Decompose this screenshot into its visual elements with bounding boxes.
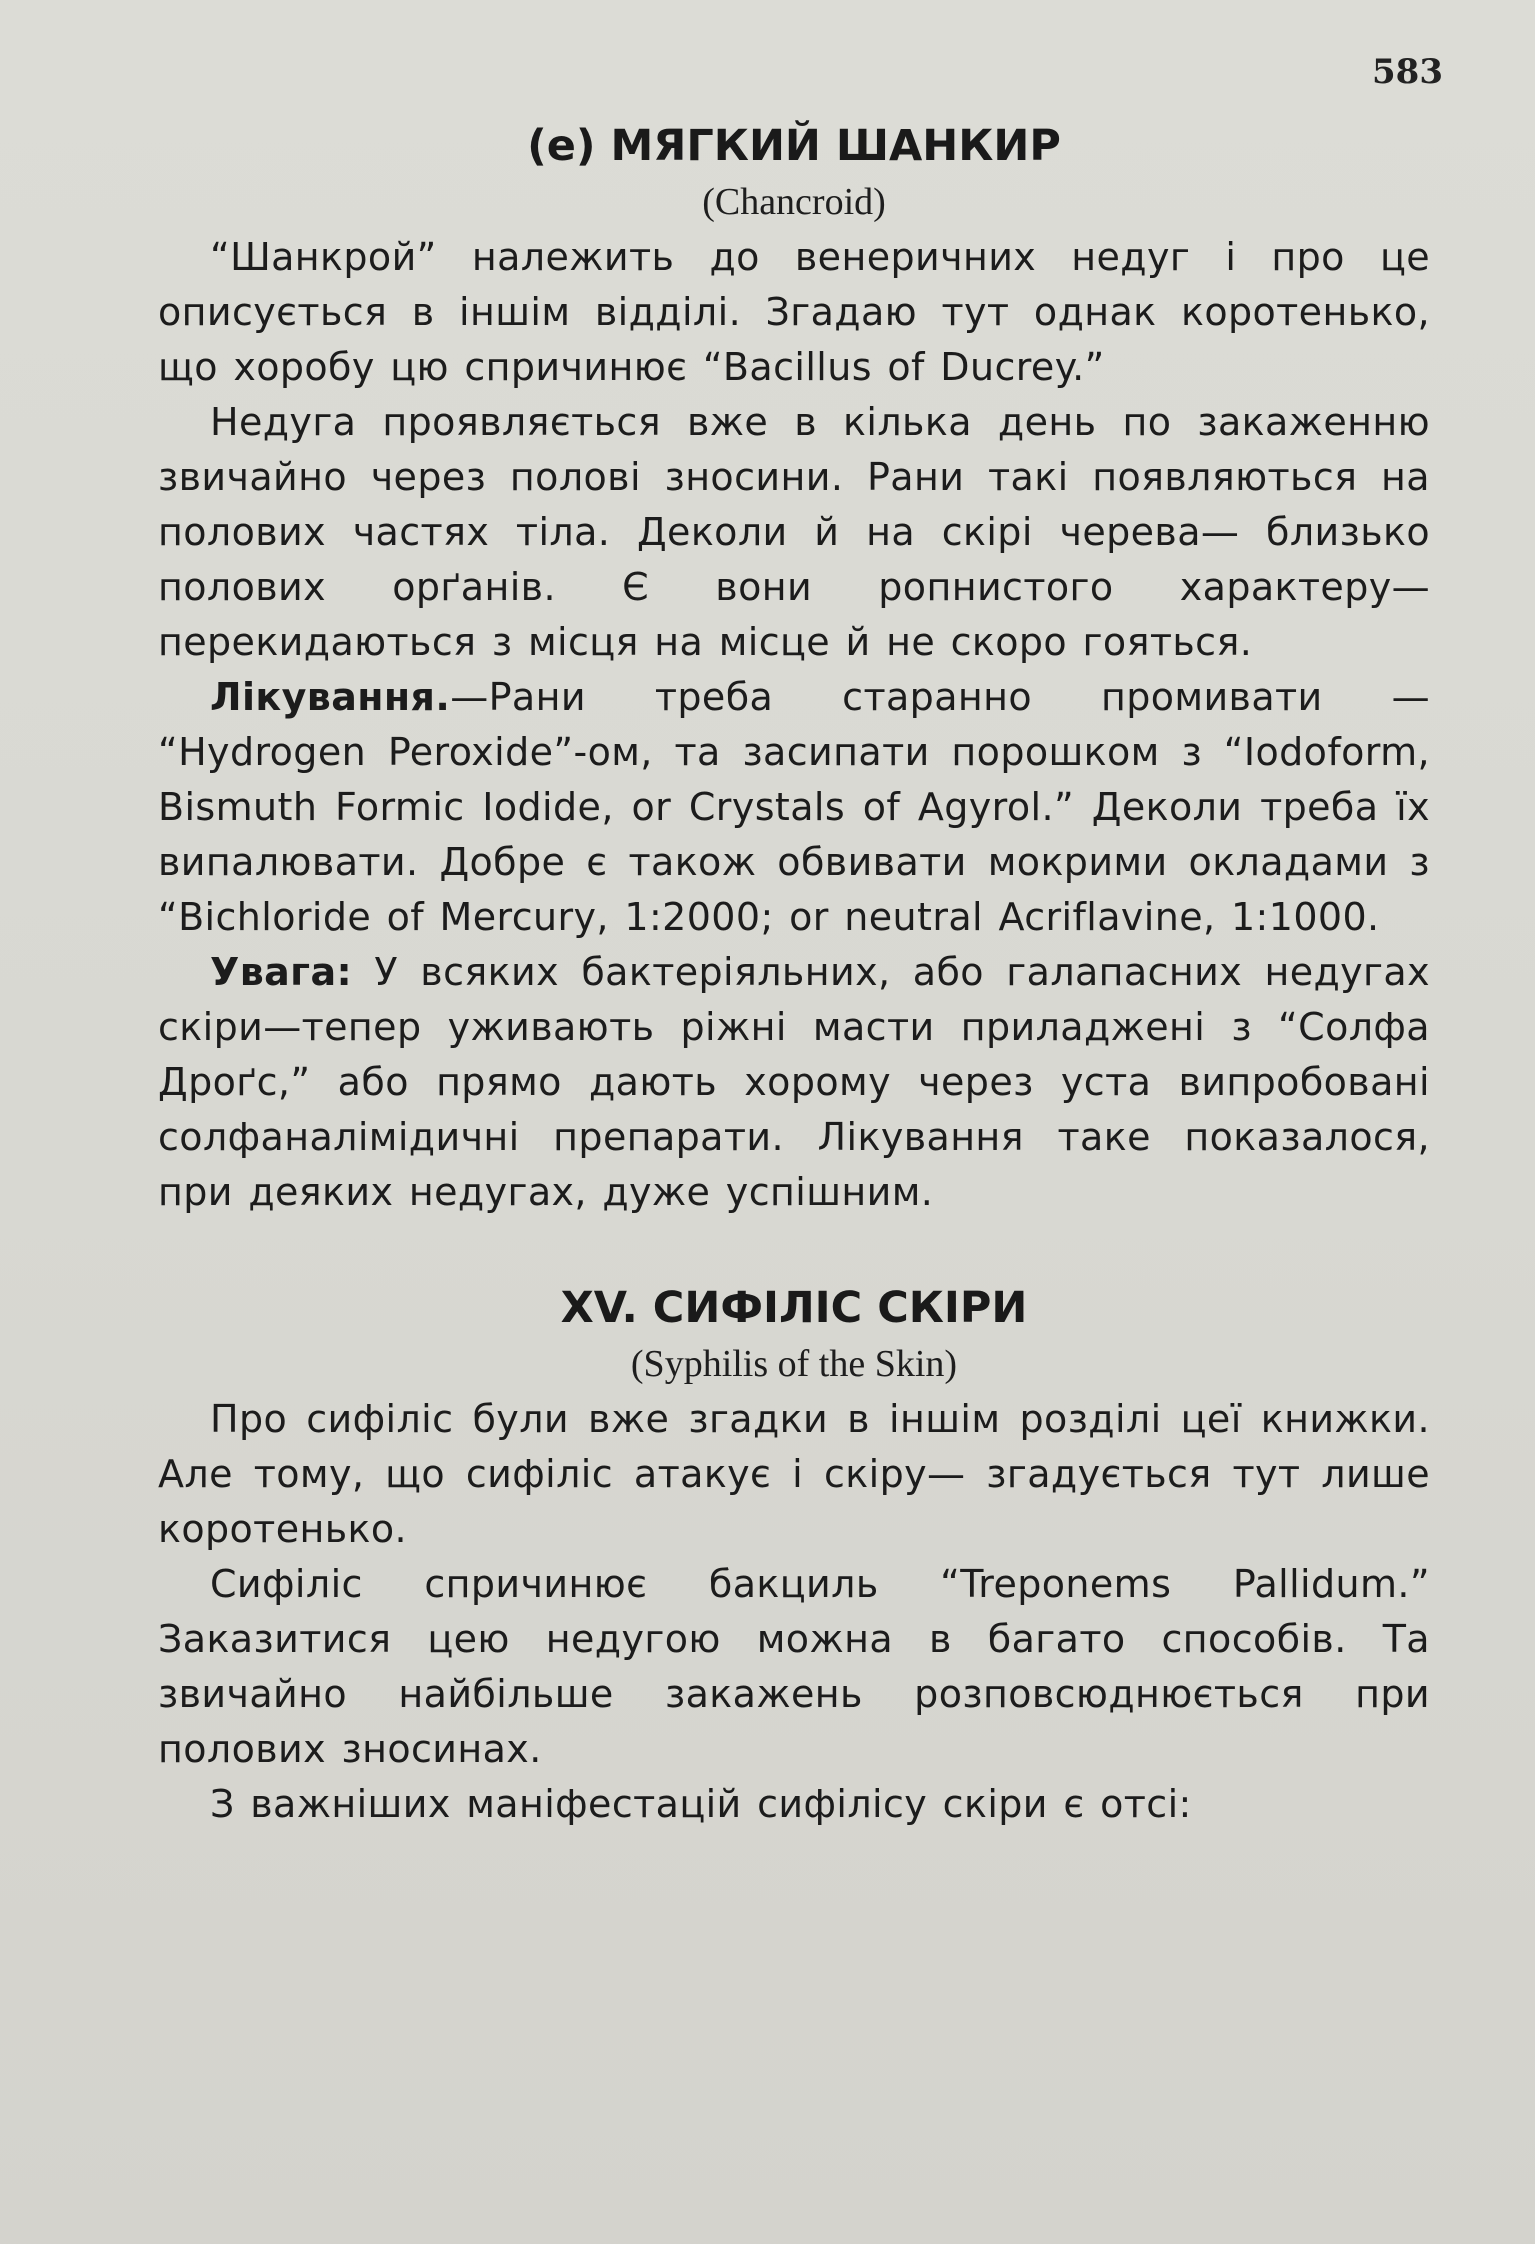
paragraph-syphilis-manifestations: З важніших манiфестацій сифілісу скіри є отсі: [210, 1782, 1192, 1826]
paragraph-syphilis-intro: Про сифіліс були вже згадки в іншім розділі цеї книжки. Але тому, що сифіліс атакує і скіру— згадується тут лише коротенько. [158, 1397, 1430, 1551]
paragraph-chancroid-treatment [158, 670, 1430, 945]
section-title-chancroid: (е) МЯГКИЙ ШАНКИР [527, 121, 1061, 171]
note-text: У всяких бактеріяльних, або галапасних недугах скіри—тепер уживають ріжні масти приладжені з “Солфа Дроґс,” або прямо дають хорому через уста випробовані солфаналімідичні препарати. Лікування таке показалося, при деяких недугах, дуже успішним. [158, 950, 1430, 1214]
note-label: Увага: [210, 950, 353, 994]
paragraph-chancroid-note [158, 945, 1430, 1220]
treatment-label: Лікування. [210, 675, 451, 719]
page-number: 583 [1372, 52, 1443, 92]
section-gap [158, 1220, 1430, 1278]
section-subtitle-syphilis: (Syphilis of the Skin) [630, 1343, 958, 1385]
paragraph-chancroid-intro: “Шанкрой” належить до венеричних недуг і про це описується в іншім відділі. Згадаю тут однак коротенько, що хоробу цю спричинює “Bacillus of Ducrey.” [158, 235, 1430, 389]
section-title-syphilis: XV. СИФІЛІС СКІРИ [560, 1283, 1028, 1333]
page-body [158, 116, 1430, 1832]
paragraph-syphilis-cause: Сифіліс спричинює бакциль “Treponems Pallidum.” Заказитися цею недугою можна в багато способів. Та звичайно найбільше закажень розповсюднюється при полових зносинах. [158, 1562, 1430, 1771]
paragraph-chancroid-symptoms: Недуга проявляється вже в кілька день по закаженню звичайно через полові зносини. Рани такі появляються на полових частях тіла. Деколи й на скірі черева— близько полових орґанів. Є вони ропнистого характеру—перекидаються з місця на місце й не скоро гояться. [158, 400, 1430, 664]
section-subtitle-chancroid: (Chancroid) [702, 181, 886, 223]
treatment-text: —Рани треба старанно промивати — “Hydrogen Peroxide”-ом, та засипати порошком з “Iodoform, Bismuth Formic Iodide, or Crystals of Agyrol.” Деколи треба їх випалювати. Добре є також обвивати мокрими окладами з “Bichloride of Mercury, 1:2000; or neutral Acriflavine, 1:1000. [158, 675, 1430, 939]
